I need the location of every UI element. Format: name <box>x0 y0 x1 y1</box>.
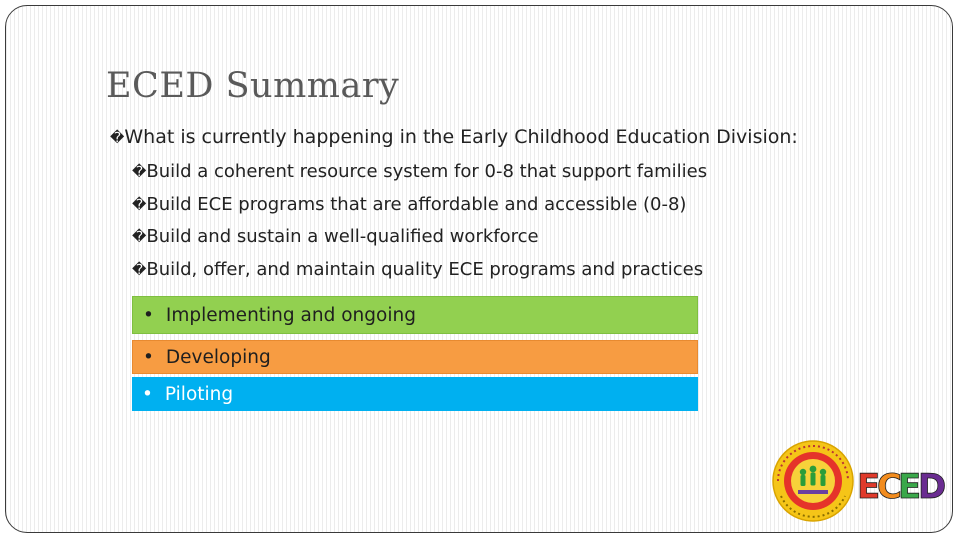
sub-bullet-text: Build a coherent resource system for 0-8 that support families <box>146 161 708 182</box>
status-implementing-ongoing <box>132 296 698 334</box>
bullet-dot-icon: • <box>143 346 154 368</box>
eced-logo <box>771 438 947 524</box>
sub-bullet-text: Build, offer, and maintain quality ECE programs and practices <box>146 258 704 280</box>
bullet-dot-icon: • <box>142 383 153 405</box>
status-piloting <box>132 377 698 411</box>
bullet-glyph-icon: � <box>132 164 147 180</box>
svg-text:C: C <box>877 467 902 507</box>
sub-bullet-item <box>132 259 707 292</box>
bullet-dot-icon: • <box>143 304 154 326</box>
sub-bullet-text: Build ECE programs that are affordable and accessible (0-8) <box>146 193 687 215</box>
svg-text:E: E <box>898 467 922 507</box>
sub-bullet-text: Build and sustain a well-qualified workforce <box>146 226 539 247</box>
slide <box>5 5 953 533</box>
status-developing <box>132 340 698 374</box>
sub-bullet-item <box>132 194 707 227</box>
bullet-glyph-icon: � <box>132 261 147 278</box>
status-label: Implementing and ongoing <box>165 304 416 326</box>
bullet-glyph-icon: � <box>110 130 125 146</box>
bullet-glyph-icon: � <box>132 229 147 245</box>
sub-bullet-item <box>132 161 707 194</box>
svg-text:E: E <box>857 467 881 507</box>
main-bullet <box>110 126 798 148</box>
main-bullet-text: What is currently happening in the Early Childhood Education Division: <box>124 126 798 148</box>
district-seal-icon <box>773 441 853 521</box>
svg-text:D: D <box>918 467 947 507</box>
sub-bullet-list <box>132 161 707 291</box>
bullet-glyph-icon: � <box>132 196 147 213</box>
eced-wordmark <box>857 467 946 507</box>
sub-bullet-item <box>132 226 707 259</box>
status-label: Developing <box>165 346 271 368</box>
status-label: Piloting <box>164 383 234 405</box>
slide-title: ECED Summary <box>106 66 400 106</box>
